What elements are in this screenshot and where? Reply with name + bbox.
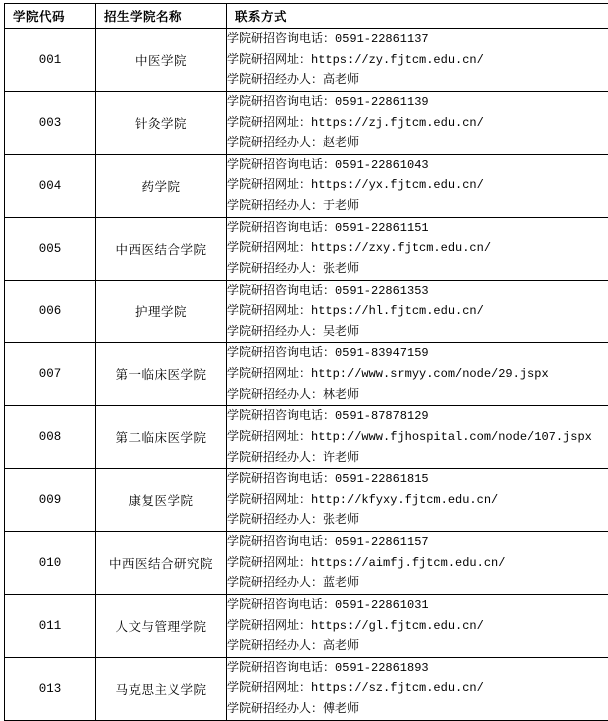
- contact-line: 学院研招网址：https://yx.fjtcm.edu.cn/: [227, 175, 608, 196]
- cell-college-name: 中西医结合研究院: [96, 532, 227, 595]
- cell-college-name: 护理学院: [96, 280, 227, 343]
- table-row: [5, 29, 608, 92]
- table-row: [5, 91, 608, 154]
- contact-line: 学院研招咨询电话：0591-22861031: [227, 595, 608, 616]
- contact-line: 学院研招咨询电话：0591-83947159: [227, 343, 608, 364]
- contact-line: 学院研招网址：https://zxy.fjtcm.edu.cn/: [227, 238, 608, 259]
- contact-line: 学院研招经办人：高老师: [227, 636, 608, 657]
- cell-college-name: 马克思主义学院: [96, 657, 227, 720]
- cell-college-name: 人文与管理学院: [96, 594, 227, 657]
- contact-line: 学院研招咨询电话：0591-22861893: [227, 658, 608, 679]
- cell-college-code: 004: [5, 154, 96, 217]
- table-row: [5, 469, 608, 532]
- table-header: [5, 4, 608, 29]
- cell-college-code: 013: [5, 657, 96, 720]
- contact-line: 学院研招咨询电话：0591-22861139: [227, 92, 608, 113]
- contact-line: 学院研招经办人：张老师: [227, 510, 608, 531]
- contact-line: 学院研招经办人：蓝老师: [227, 573, 608, 594]
- table-row: [5, 532, 608, 595]
- header-college-name: 招生学院名称: [96, 4, 227, 29]
- cell-contact-info: [227, 217, 608, 280]
- contact-line: 学院研招经办人：林老师: [227, 385, 608, 406]
- contact-line: 学院研招经办人：高老师: [227, 70, 608, 91]
- contact-line: 学院研招经办人：赵老师: [227, 133, 608, 154]
- table-row: [5, 154, 608, 217]
- cell-contact-info: [227, 532, 608, 595]
- table-row: [5, 406, 608, 469]
- contact-line: 学院研招咨询电话：0591-22861137: [227, 29, 608, 50]
- cell-contact-info: [227, 469, 608, 532]
- contact-line: 学院研招咨询电话：0591-22861043: [227, 155, 608, 176]
- contact-line: 学院研招经办人：于老师: [227, 196, 608, 217]
- cell-college-name: 中医学院: [96, 29, 227, 92]
- cell-college-name: 第二临床医学院: [96, 406, 227, 469]
- table-row: [5, 657, 608, 720]
- cell-college-code: 001: [5, 29, 96, 92]
- cell-college-name: 中西医结合学院: [96, 217, 227, 280]
- cell-college-code: 009: [5, 469, 96, 532]
- table-body: [5, 29, 608, 721]
- header-college-code: 学院代码: [5, 4, 96, 29]
- contact-line: 学院研招网址：http://kfyxy.fjtcm.edu.cn/: [227, 490, 608, 511]
- contact-line: 学院研招网址：http://www.srmyy.com/node/29.jspx: [227, 364, 608, 385]
- contact-line: 学院研招咨询电话：0591-87878129: [227, 406, 608, 427]
- cell-college-code: 006: [5, 280, 96, 343]
- contact-line: 学院研招网址：https://aimfj.fjtcm.edu.cn/: [227, 553, 608, 574]
- cell-contact-info: [227, 657, 608, 720]
- contact-line: 学院研招咨询电话：0591-22861815: [227, 469, 608, 490]
- cell-contact-info: [227, 406, 608, 469]
- contact-line: 学院研招咨询电话：0591-22861157: [227, 532, 608, 553]
- admissions-contact-table: [4, 3, 608, 721]
- table-row: [5, 594, 608, 657]
- cell-college-code: 008: [5, 406, 96, 469]
- cell-college-name: 针灸学院: [96, 91, 227, 154]
- cell-college-name: 药学院: [96, 154, 227, 217]
- contact-line: 学院研招经办人：许老师: [227, 448, 608, 469]
- cell-contact-info: [227, 594, 608, 657]
- cell-college-code: 003: [5, 91, 96, 154]
- cell-contact-info: [227, 154, 608, 217]
- contact-line: 学院研招网址：http://www.fjhospital.com/node/107.jspx: [227, 427, 608, 448]
- contact-line: 学院研招网址：https://sz.fjtcm.edu.cn/: [227, 678, 608, 699]
- contact-line: 学院研招经办人：吴老师: [227, 322, 608, 343]
- header-contact-info: 联系方式: [227, 4, 608, 29]
- contact-line: 学院研招网址：https://hl.fjtcm.edu.cn/: [227, 301, 608, 322]
- contact-line: 学院研招网址：https://zy.fjtcm.edu.cn/: [227, 50, 608, 71]
- cell-college-name: 第一临床医学院: [96, 343, 227, 406]
- table-row: [5, 343, 608, 406]
- cell-contact-info: [227, 343, 608, 406]
- cell-college-code: 005: [5, 217, 96, 280]
- cell-contact-info: [227, 280, 608, 343]
- table-row: [5, 280, 608, 343]
- contact-line: 学院研招经办人：张老师: [227, 259, 608, 280]
- table-header-row: [5, 4, 608, 29]
- cell-college-code: 010: [5, 532, 96, 595]
- table-row: [5, 217, 608, 280]
- cell-contact-info: [227, 91, 608, 154]
- cell-contact-info: [227, 29, 608, 92]
- contact-line: 学院研招网址：https://gl.fjtcm.edu.cn/: [227, 616, 608, 637]
- contact-line: 学院研招咨询电话：0591-22861151: [227, 218, 608, 239]
- contact-line: 学院研招咨询电话：0591-22861353: [227, 281, 608, 302]
- contact-line: 学院研招经办人：傅老师: [227, 699, 608, 720]
- cell-college-code: 007: [5, 343, 96, 406]
- contact-line: 学院研招网址：https://zj.fjtcm.edu.cn/: [227, 113, 608, 134]
- cell-college-name: 康复医学院: [96, 469, 227, 532]
- cell-college-code: 011: [5, 594, 96, 657]
